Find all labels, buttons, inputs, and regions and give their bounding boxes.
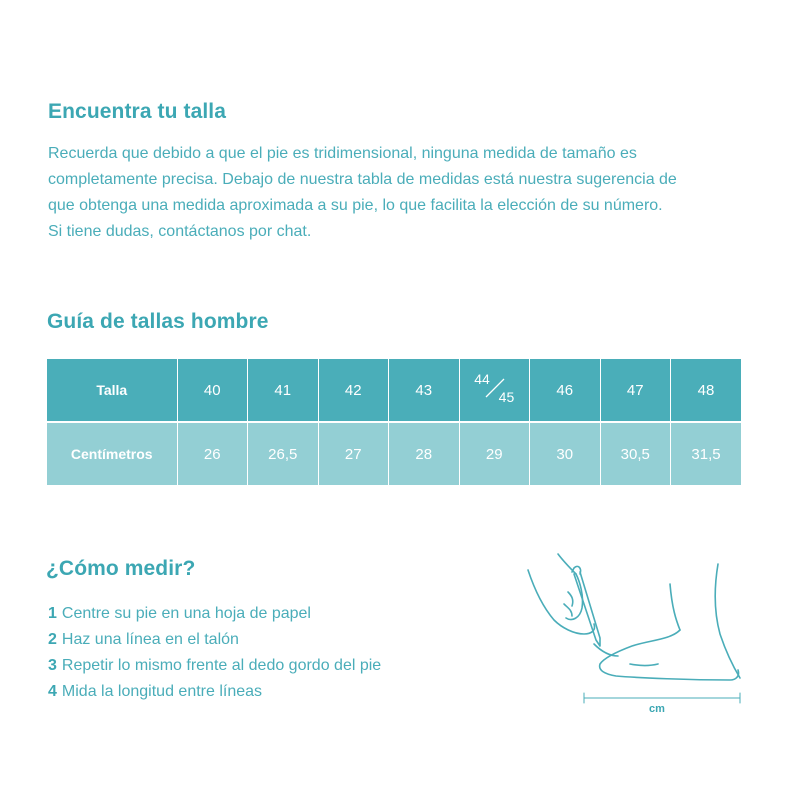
centimeters-row xyxy=(47,422,741,485)
list-item: 1 Centre su pie en una hoja de papel xyxy=(48,605,311,622)
row-label-size: Talla xyxy=(47,359,177,422)
list-item: 2 Haz una línea en el talón xyxy=(48,631,239,648)
find-size-title: Encuentra tu talla xyxy=(48,100,227,123)
cm-cell: 26 xyxy=(177,422,248,485)
size-cell: 46 xyxy=(530,359,601,422)
list-item: 3 Repetir lo mismo frente al dedo gordo del pie xyxy=(48,657,382,674)
size-cell: 42 xyxy=(318,359,389,422)
description-line: Recuerda que debido a que el pie es tridimensional, ninguna medida de tamaño es xyxy=(48,145,637,162)
cm-cell: 26,5 xyxy=(248,422,319,485)
size-cell-fraction xyxy=(459,359,530,422)
cm-cell: 28 xyxy=(389,422,460,485)
hand-with-pencil-icon xyxy=(528,554,600,646)
measure-steps xyxy=(48,601,381,705)
size-table xyxy=(47,359,741,485)
list-item: 4 Mida la longitud entre líneas xyxy=(48,683,263,700)
measure-line-icon xyxy=(584,693,740,703)
description-line: Si tiene dudas, contáctanos por chat. xyxy=(48,223,312,240)
find-size-description xyxy=(48,141,748,245)
size-cell: 41 xyxy=(248,359,319,422)
foot-measuring-illustration xyxy=(520,548,750,718)
how-to-measure-title: ¿Cómo medir? xyxy=(46,557,196,580)
size-fraction xyxy=(472,371,516,405)
description-line: que obtenga una medida aproximada a su pie, lo que facilita la elección de su número. xyxy=(48,197,663,214)
cm-cell: 27 xyxy=(318,422,389,485)
cm-cell: 31,5 xyxy=(671,422,742,485)
size-cell: 40 xyxy=(177,359,248,422)
size-guide-title: Guía de tallas hombre xyxy=(47,310,269,333)
cm-cell: 30 xyxy=(530,422,601,485)
size-cell: 43 xyxy=(389,359,460,422)
size-row xyxy=(47,359,741,422)
size-cell: 47 xyxy=(600,359,671,422)
row-label-cm: Centímetros xyxy=(47,422,177,485)
cm-cell: 30,5 xyxy=(600,422,671,485)
cm-cell: 29 xyxy=(459,422,530,485)
fraction-bottom: 45 xyxy=(498,389,515,405)
size-cell: 48 xyxy=(671,359,742,422)
fraction-top: 44 xyxy=(474,371,490,387)
foot-outline-icon xyxy=(594,564,740,680)
measure-unit-label: cm xyxy=(649,703,665,715)
description-line: completamente precisa. Debajo de nuestra tabla de medidas está nuestra sugerencia de xyxy=(48,171,677,188)
